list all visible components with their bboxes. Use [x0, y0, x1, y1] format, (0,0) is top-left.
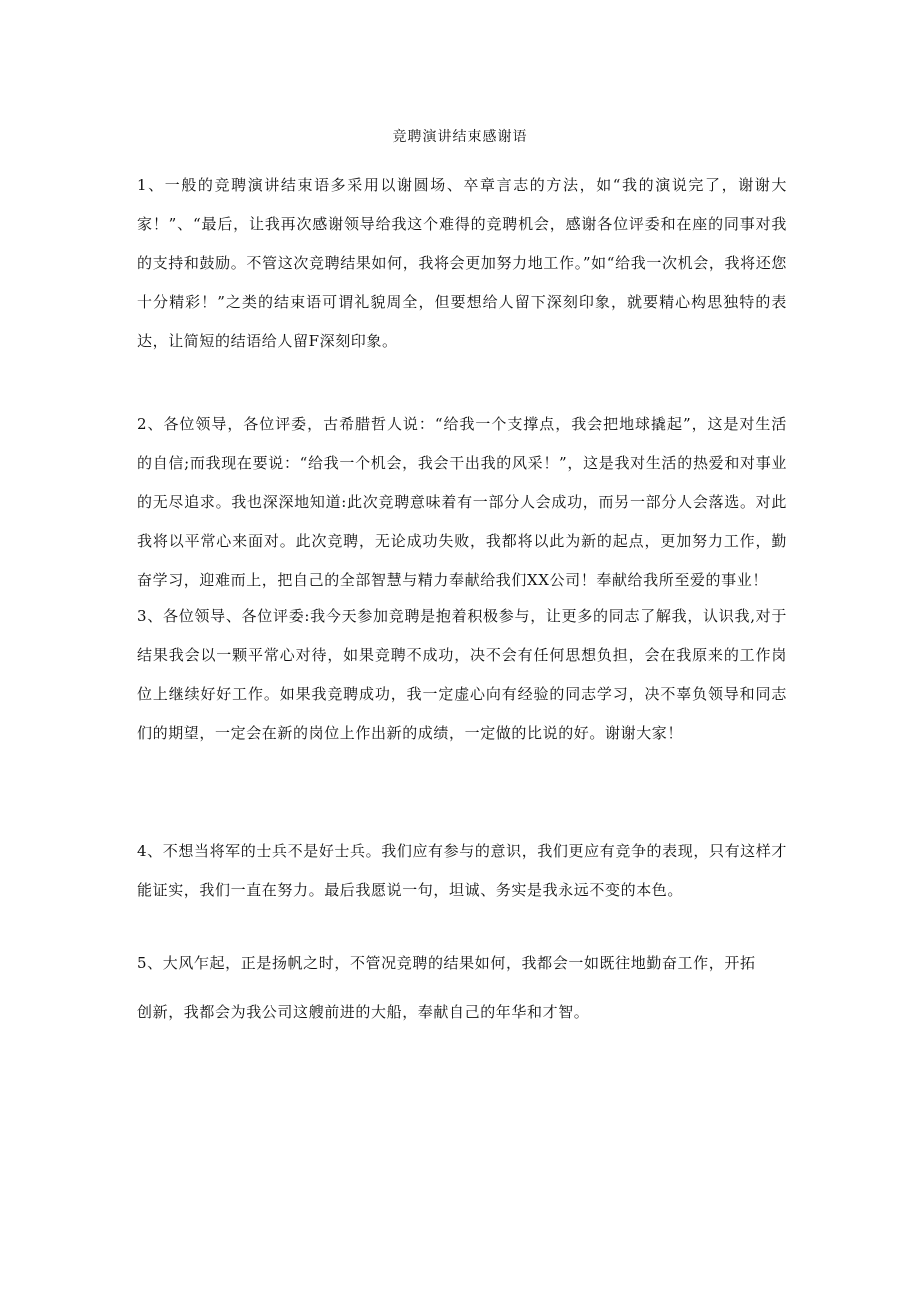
paragraph-4: 4、不想当将军的士兵不是好士兵。我们应有参与的意识，我们更应有竞争的表现，只有这样才能证实，我们一直在努力。最后我愿说一句，坦诚、务实是我永远不变的本色。: [137, 842, 787, 899]
paragraph-3: 3、各位领导、各位评委:我今天参加竞聘是抱着积极参与，让更多的同志了解我，认识我,对于结果我会以一颗平常心对待，如果竞聘不成功，决不会有任何思想负担，会在我原来的工作岗位上继续好好工作。如果我竞聘成功，我一定虚心向有经验的同志学习，决不辜负领导和同志们的期望，一定会在新的岗位上作出新的成绩，一定做的比说的好。谢谢大家！: [137, 607, 787, 742]
document-title: 竞聘演讲结束感谢语: [392, 129, 528, 145]
paragraph-2: 2、各位领导，各位评委，古希腊哲人说：“给我一个支撑点，我会把地球撬起”，这是对生活的自信;而我现在要说：“给我一个机会，我会干出我的风采！”，这是我对生活的热爱和对事业的无尽追求。我也深深地知道:此次竞聘意味着有一部分人会成功，而另一部分人会落选。对此我将以平常心来面对。此次竞聘，无论成功失败，我都将以此为新的起点，更加努力工作，勤奋学习，迎难而上，把自己的全部智慧与精力奉献给我们XX公司！奉献给我所至爱的事业！: [137, 415, 787, 589]
paragraph-5-line-1: 5、大风乍起，正是扬帆之时，不管况竞聘的结果如何，我都会一如既往地勤奋工作，开拓: [137, 954, 756, 972]
paragraph-1: 1、一般的竞聘演讲结束语多采用以谢圆场、卒章言志的方法，如“我的演说完了，谢谢大家！”、“最后，让我再次感谢领导给我这个难得的竞聘机会，感谢各位评委和在座的同事对我的支持和鼓励。不管这次竞聘结果如何，我将会更加努力地工作。”如“给我一次机会，我将还您十分精彩！”之类的结束语可谓礼貌周全，但要想给人留下深刻印象，就要精心构思独特的表达，让简短的结语给人留F深刻印象。: [137, 176, 787, 350]
paragraph-5-line-2: 创新，我都会为我公司这艘前进的大船，奉献自己的年华和才智。: [137, 1003, 590, 1021]
paragraph-5: [137, 944, 787, 1032]
